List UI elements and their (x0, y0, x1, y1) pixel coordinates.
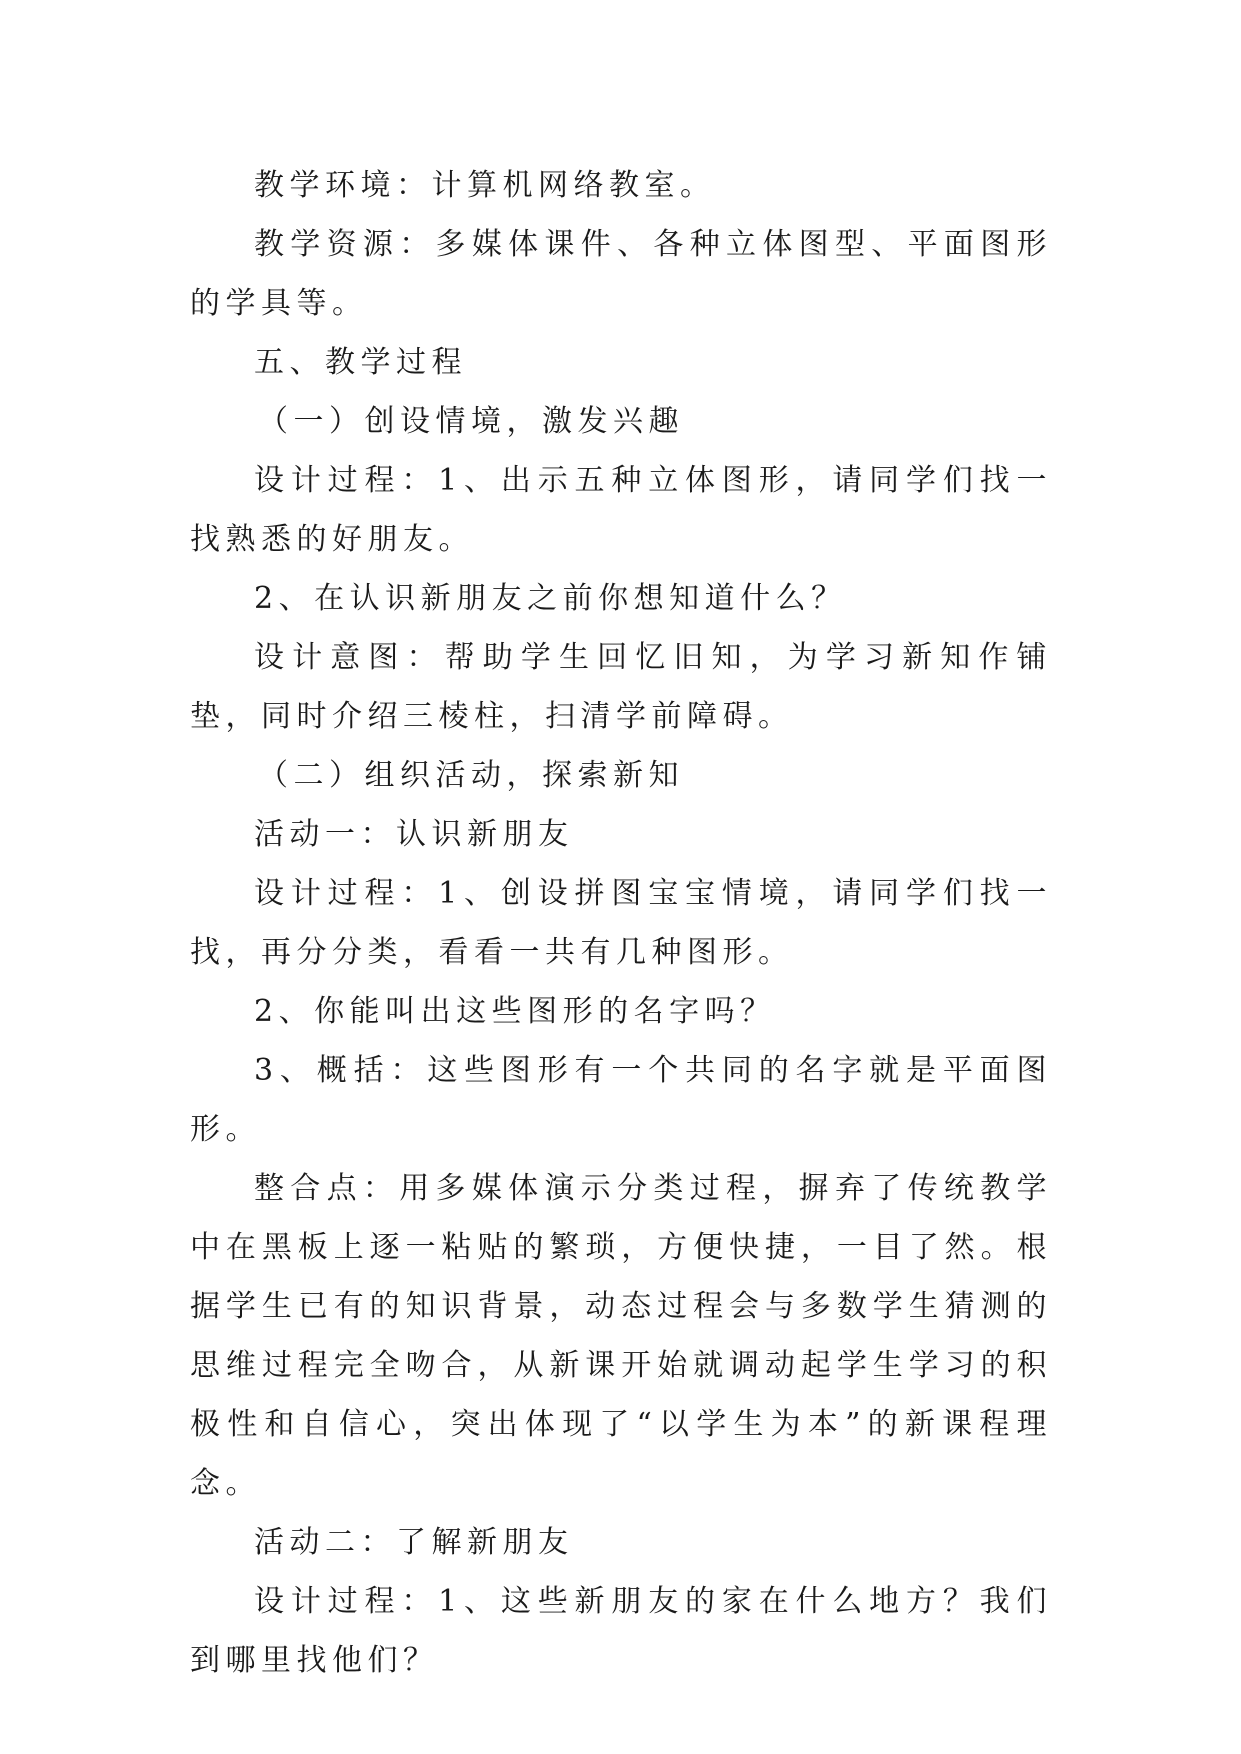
paragraph-summary: 3、概括：这些图形有一个共同的名字就是平面图形。 (190, 1053, 1052, 1147)
paragraph-design-process-2: 设计过程：1、创设拼图宝宝情境，请同学们找一找，再分分类，看看一共有几种图形。 (190, 876, 1052, 970)
paragraph-design-process-1: 设计过程：1、出示五种立体图形，请同学们找一找熟悉的好朋友。 (190, 463, 1052, 557)
subsection-heading-create-situation: （一）创设情境，激发兴趣 (258, 404, 684, 439)
paragraph-name-shapes: 2、你能叫出这些图形的名字吗？ (254, 994, 776, 1029)
activity-heading-two: 活动二：了解新朋友 (254, 1525, 574, 1560)
paragraph-question-before-meeting: 2、在认识新朋友之前你想知道什么？ (254, 581, 847, 616)
paragraph-teaching-resources: 教学资源：多媒体课件、各种立体图型、平面图形的学具等。 (190, 227, 1052, 321)
subsection-heading-organize-activities: （二）组织活动，探索新知 (258, 758, 684, 793)
paragraph-design-process-3: 设计过程：1、这些新朋友的家在什么地方？我们到哪里找他们？ (190, 1584, 1052, 1678)
paragraph-teaching-environment: 教学环境：计算机网络教室。 (254, 168, 716, 203)
document-page (190, 156, 1052, 1690)
paragraph-integration-point: 整合点：用多媒体演示分类过程，摒弃了传统教学中在黑板上逐一粘贴的繁琐，方便快捷，一目了然。根据学生已有的知识背景，动态过程会与多数学生猜测的思维过程完全吻合，从新课开始就调动起学生学习的积极性和自信心，突出体现了“以学生为本”的新课程理念。 (190, 1171, 1052, 1501)
paragraph-design-intent: 设计意图：帮助学生回忆旧知，为学习新知作铺垫，同时介绍三棱柱，扫清学前障碍。 (190, 640, 1052, 734)
section-heading-teaching-process: 五、教学过程 (254, 345, 467, 380)
activity-heading-one: 活动一：认识新朋友 (254, 817, 574, 852)
